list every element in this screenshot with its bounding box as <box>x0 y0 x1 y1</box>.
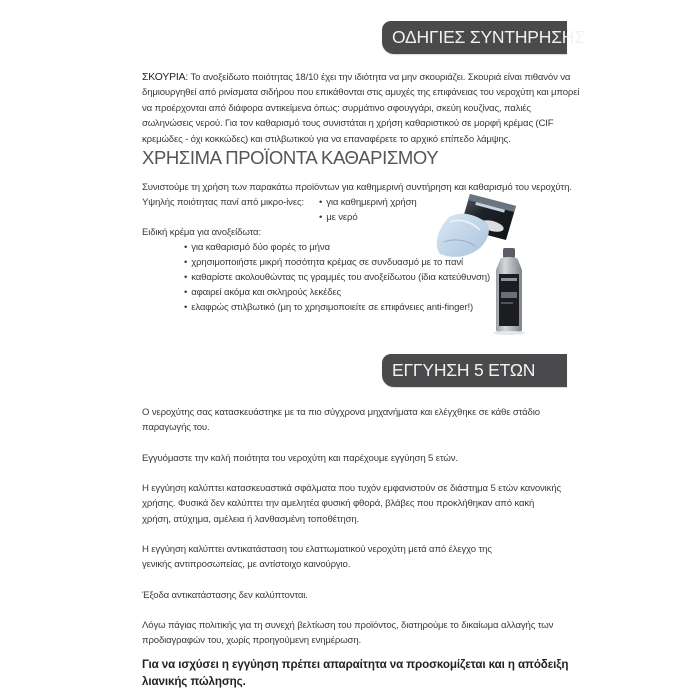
cream-label: Ειδική κρέμα για ανοξείδωτα: <box>142 227 261 238</box>
cream-bullet: • ελαφρώς στιλβωτικό (μη το χρησιμοποιείτε σε επιφάνειες anti-finger!) <box>184 302 473 313</box>
rust-paragraph <box>142 70 582 147</box>
cloth-bullet: • με νερό <box>319 212 358 223</box>
rust-text: Το ανοξείδωτο ποιότητας 18/10 έχει την ιδιότητα να μην σκουριάζει. Σκουριά είναι πιθανόν να δημιουργηθεί από ρινίσματα σιδήρου που επικάθονται στις αμυχές της επιφάνειας του νεροχύτη και μπορεί να προέρχονται από διάφορα αντικείμενα όπως: συρμάτινο σφουγγάρι, σκεύη κουζίνας, παλιές σωληνώσεις νερού. Για τον καθαρισμό τους συνιστάται η χρήση καθαριστικού σε μορφή κρέμας (CIF κρεμώδες - όχι κοκκώδες) και στιλβωτικού για να επαναφέρετε το αρχικό επίπεδο λάμψης. <box>142 72 580 145</box>
cream-bullet: • καθαρίστε ακολουθώντας τις γραμμές του ανοξείδωτου (ίδια κατεύθυνση) <box>184 272 490 283</box>
rust-label: ΣΚΟΥΡΙΑ: <box>142 72 189 83</box>
cloth-bullet: • για καθημερινή χρήση <box>319 197 417 208</box>
warranty-final-notice: Για να ισχύσει η εγγύηση πρέπει απαραίτητα να προσκομίζεται και η απόδειξη λιανικής πώλησης. <box>142 658 569 688</box>
maintenance-banner <box>382 21 585 54</box>
maintenance-banner-title: ΟΔΗΓΙΕΣ ΣΥΝΤΗΡΗΣΗΣ <box>392 27 585 47</box>
warranty-banner <box>382 354 567 387</box>
cream-bullet: • αφαιρεί ακόμα και σκληρούς λεκέδες <box>184 287 341 298</box>
warranty-paragraph: Ο νεροχύτης σας κατασκευάστηκε με τα πιο σύγχρονα μηχανήματα και ελέγχθηκε σε κάθε στάδιο παραγωγής του. <box>142 407 540 434</box>
cream-bullet: • χρησιμοποιήστε μικρή ποσότητα κρέμας σε συνδυασμό με το πανί <box>184 257 463 268</box>
products-intro: Συνιστούμε τη χρήση των παρακάτω προϊόντων για καθημερινή συντήρηση και καθαρισμό του νεροχύτη. <box>142 182 572 193</box>
products-heading: ΧΡΗΣΙΜΑ ΠΡΟΪΟΝΤΑ ΚΑΘΑΡΙΣΜΟΥ <box>142 147 439 168</box>
cream-bottle-image <box>492 248 526 336</box>
warranty-paragraph: Έξοδα αντικατάστασης δεν καλύπτονται. <box>142 590 308 601</box>
cloth-label: Υψηλής ποιότητας πανί από μικρο-ίνες: <box>142 197 304 208</box>
warranty-paragraph: Η εγγύηση καλύπτει αντικατάσταση του ελαττωματικού νεροχύτη μετά από έλεγχο της γενικής αντιπροσωπείας, με αντίστοιχο καινούργιο. <box>142 544 492 571</box>
warranty-paragraph: Η εγγύηση καλύπτει κατασκευαστικά σφάλματα που τυχόν εμφανιστούν σε διάστημα 5 ετών κανονικής χρήσης. Φυσικά δεν καλύπτει την αμελητέα φυσική φθορά, βλάβες που προκλήθηκαν από κακή χρήση, ατύχημα, αμέλεια ή λανθασμένη τοποθέτηση. <box>142 483 561 525</box>
warranty-banner-title: ΕΓΓΥΗΣΗ 5 ΕΤΩΝ <box>392 360 536 380</box>
warranty-paragraph: Εγγυόμαστε την καλή ποιότητα του νεροχύτη και παρέχουμε εγγύηση 5 ετών. <box>142 453 458 464</box>
cream-bullet: • για καθαρισμό δύο φορές το μήνα <box>184 242 330 253</box>
warranty-paragraph: Λόγω πάγιας πολιτικής για τη συνεχή βελτίωση του προϊόντος, διατηρούμε το δικαίωμα αλλαγής των προδιαγραφών του, χωρίς προηγούμενη ενημέρωση. <box>142 620 554 647</box>
